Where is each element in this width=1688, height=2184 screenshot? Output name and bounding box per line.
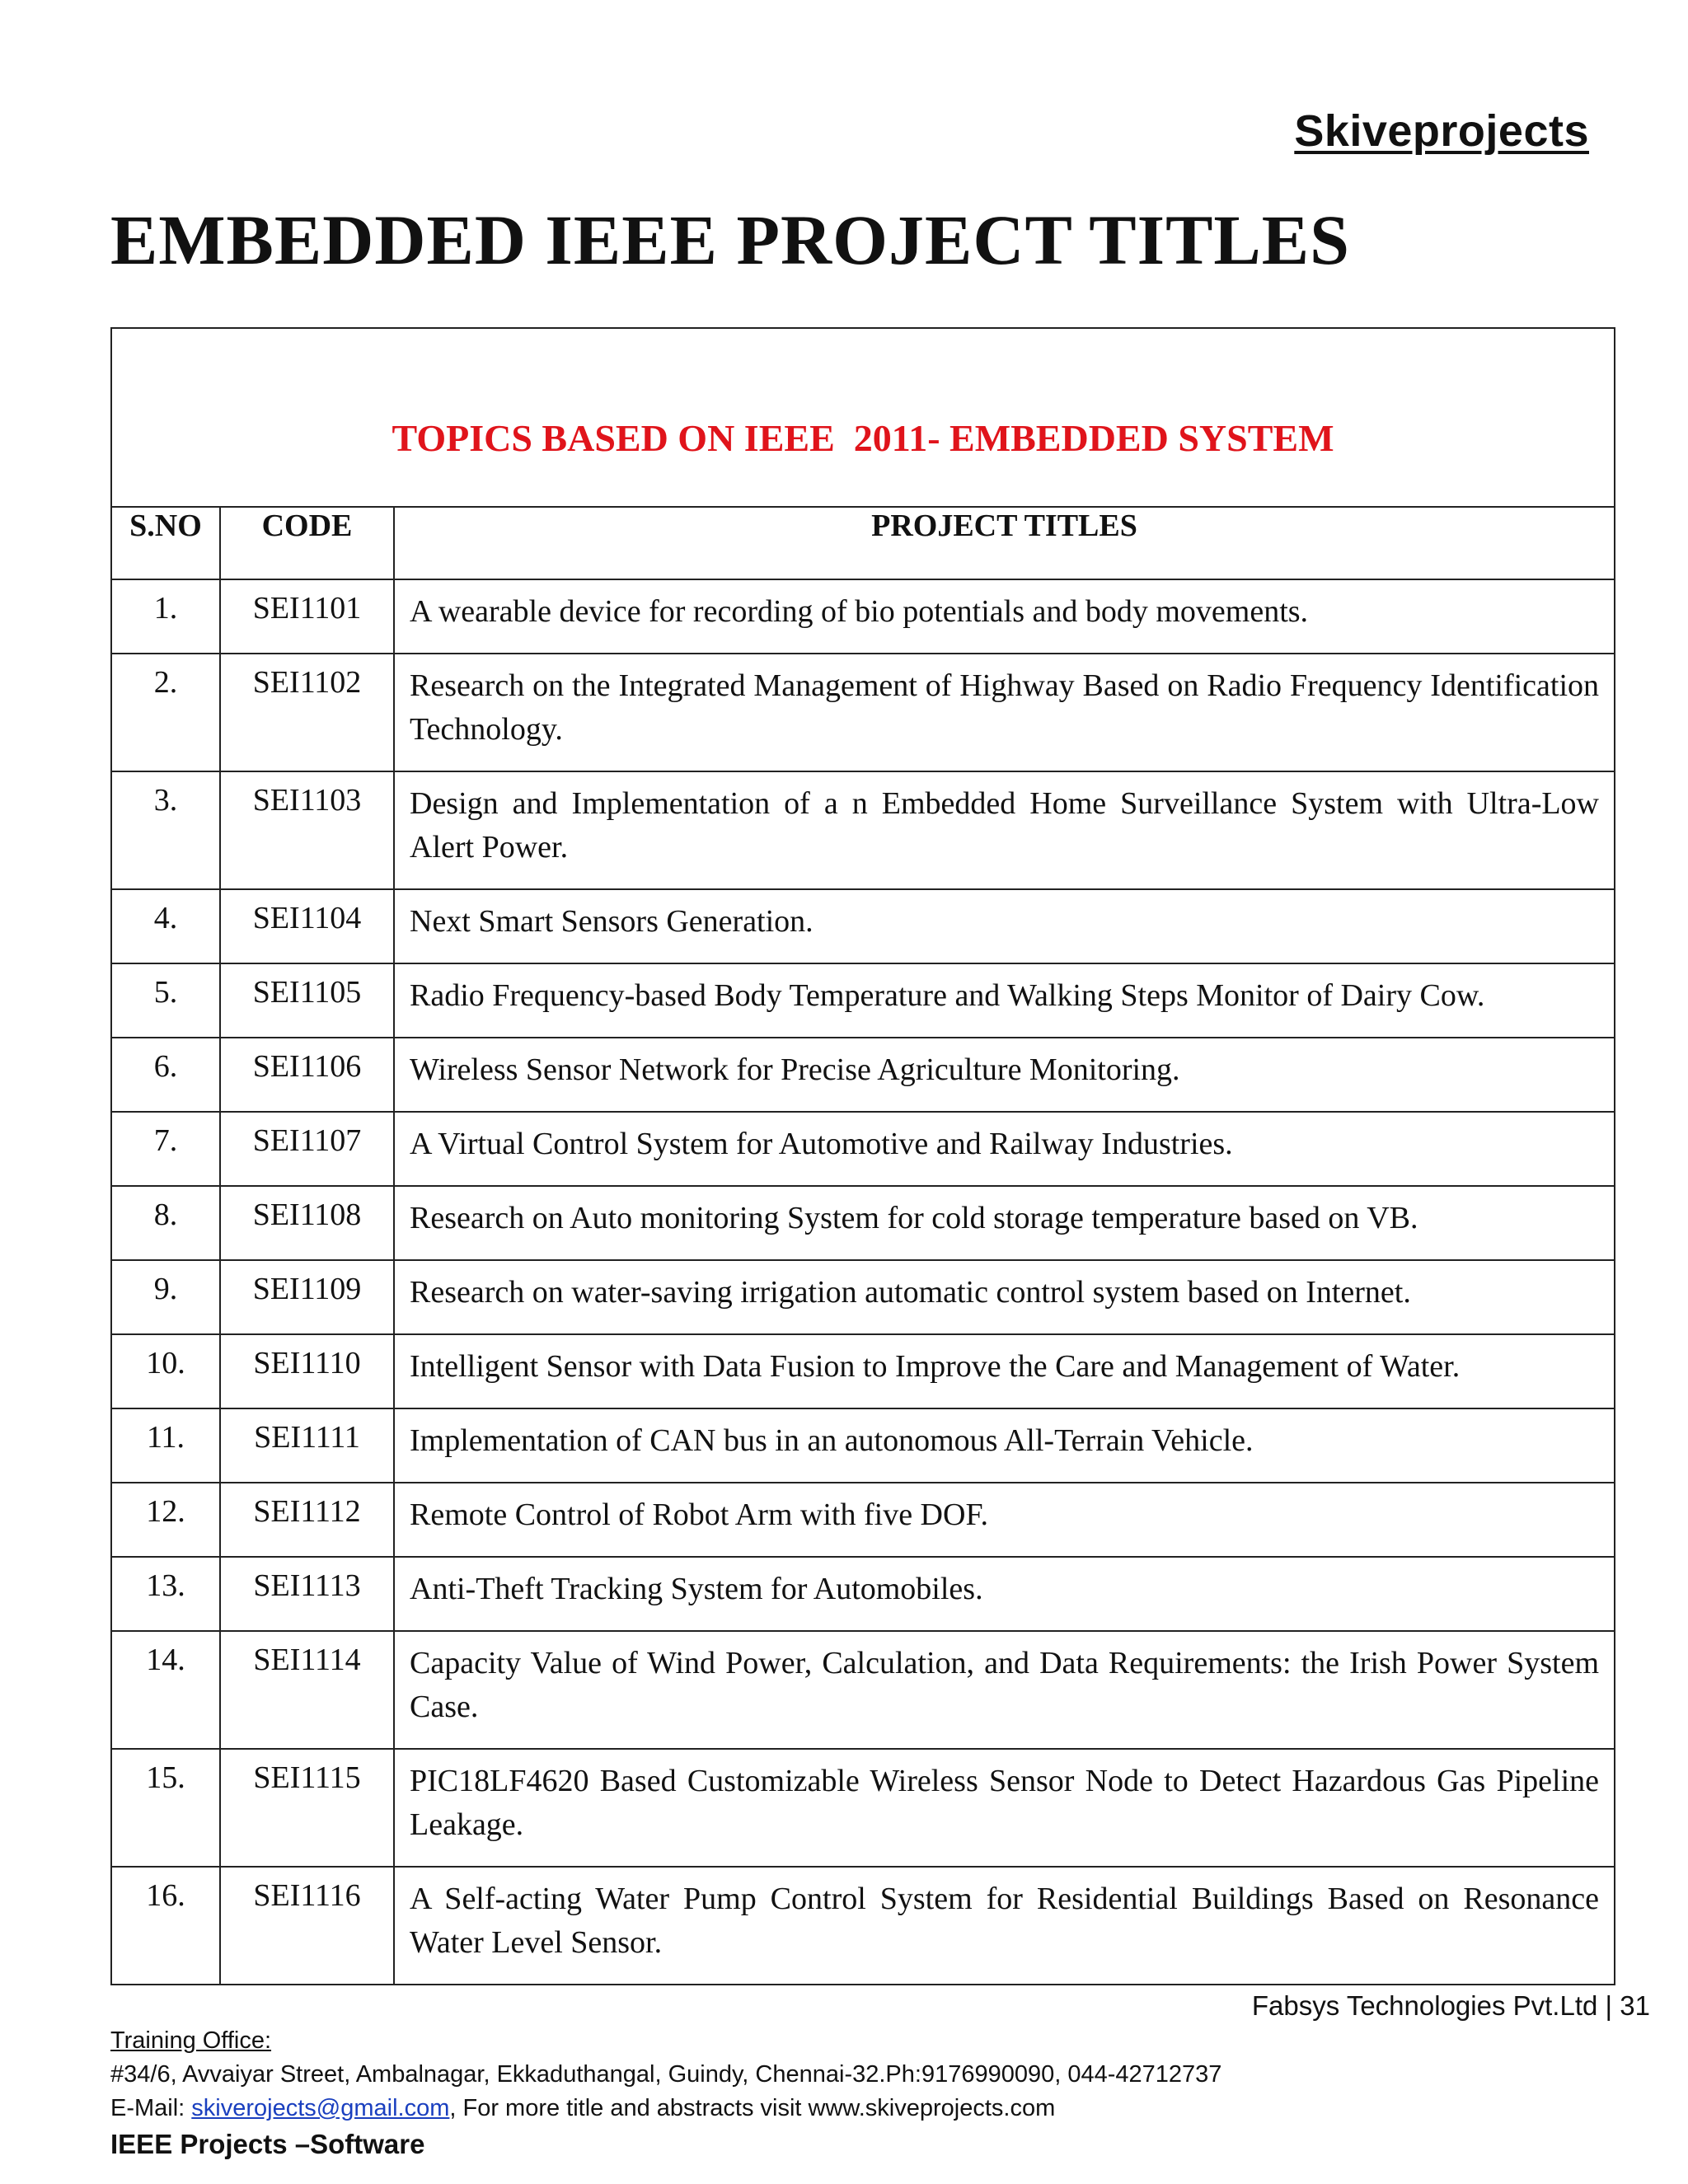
- sno-cell: 10.: [111, 1334, 220, 1408]
- sno-cell: 7.: [111, 1112, 220, 1186]
- table-row: [111, 1334, 1615, 1408]
- code-cell: SEI1107: [220, 1112, 394, 1186]
- footer-company-line: [1252, 1990, 1650, 2022]
- footer-email-prefix: E-Mail:: [110, 2095, 192, 2121]
- footer-email-line: [110, 2092, 1221, 2125]
- footer-contact: [110, 2024, 1221, 2161]
- sno-cell: 4.: [111, 889, 220, 963]
- footer-address: #34/6, Avvaiyar Street, Ambalnagar, Ekkaduthangal, Guindy, Chennai-32.Ph:9176990090, 044-42712737: [110, 2061, 1222, 2088]
- sno-cell: 11.: [111, 1408, 220, 1483]
- code-cell: SEI1108: [220, 1186, 394, 1260]
- code-cell: SEI1103: [220, 771, 394, 889]
- table-row: [111, 1749, 1615, 1867]
- code-cell: SEI1116: [220, 1867, 394, 1985]
- sno-cell: 15.: [111, 1749, 220, 1867]
- sno-cell: 1.: [111, 579, 220, 654]
- project-title-cell: A wearable device for recording of bio potentials and body movements.: [394, 579, 1615, 654]
- sno-cell: 2.: [111, 654, 220, 771]
- project-title-cell: Wireless Sensor Network for Precise Agriculture Monitoring.: [394, 1038, 1615, 1112]
- footer-office-label: Training Office:: [110, 2027, 272, 2054]
- sno-cell: 5.: [111, 963, 220, 1038]
- sno-cell: 14.: [111, 1631, 220, 1749]
- footer-bottom-line: IEEE Projects –Software: [110, 2129, 425, 2159]
- table-row: [111, 1038, 1615, 1112]
- sno-cell: 9.: [111, 1260, 220, 1334]
- table-row: [111, 1631, 1615, 1749]
- sno-cell: 3.: [111, 771, 220, 889]
- code-cell: SEI1112: [220, 1483, 394, 1557]
- code-cell: SEI1115: [220, 1749, 394, 1867]
- sno-cell: 12.: [111, 1483, 220, 1557]
- table-row: [111, 1867, 1615, 1985]
- column-header-code: CODE: [220, 507, 394, 579]
- table-row: [111, 889, 1615, 963]
- project-title-cell: A Self-acting Water Pump Control System for Residential Buildings Based on Resonance Water Level Sensor.: [394, 1867, 1615, 1985]
- project-titles-table: [110, 327, 1615, 1985]
- table-row: [111, 771, 1615, 889]
- table-row: [111, 1186, 1615, 1260]
- project-title-cell: Capacity Value of Wind Power, Calculation, and Data Requirements: the Irish Power System Case.: [394, 1631, 1615, 1749]
- project-title-cell: Intelligent Sensor with Data Fusion to Improve the Care and Management of Water.: [394, 1334, 1615, 1408]
- project-title-cell: Remote Control of Robot Arm with five DOF.: [394, 1483, 1615, 1557]
- table-caption: TOPICS BASED ON IEEE 2011- EMBEDDED SYSTEM: [392, 417, 1334, 459]
- code-cell: SEI1106: [220, 1038, 394, 1112]
- column-header-sno: S.NO: [111, 507, 220, 579]
- project-title-cell: Radio Frequency-based Body Temperature and Walking Steps Monitor of Dairy Cow.: [394, 963, 1615, 1038]
- page-title: EMBEDDED IEEE PROJECT TITLES: [110, 200, 1350, 279]
- column-header-project-titles: PROJECT TITLES: [394, 507, 1615, 579]
- code-cell: SEI1111: [220, 1408, 394, 1483]
- table-row: [111, 654, 1615, 771]
- project-title-cell: PIC18LF4620 Based Customizable Wireless Sensor Node to Detect Hazardous Gas Pipeline Leakage.: [394, 1749, 1615, 1867]
- table-row: [111, 1112, 1615, 1186]
- project-title-cell: A Virtual Control System for Automotive and Railway Industries.: [394, 1112, 1615, 1186]
- sno-cell: 13.: [111, 1557, 220, 1631]
- table-row: [111, 1260, 1615, 1334]
- table-row: [111, 579, 1615, 654]
- table-row: [111, 1483, 1615, 1557]
- code-cell: SEI1104: [220, 889, 394, 963]
- code-cell: SEI1114: [220, 1631, 394, 1749]
- project-title-cell: Research on Auto monitoring System for cold storage temperature based on VB.: [394, 1186, 1615, 1260]
- project-title-cell: Design and Implementation of a n Embedded Home Surveillance System with Ultra-Low Alert Power.: [394, 771, 1615, 889]
- code-cell: SEI1113: [220, 1557, 394, 1631]
- sno-cell: 8.: [111, 1186, 220, 1260]
- footer-email-link[interactable]: skiverojects@gmail.com: [191, 2095, 450, 2121]
- sno-cell: 16.: [111, 1867, 220, 1985]
- project-title-cell: Anti-Theft Tracking System for Automobiles.: [394, 1557, 1615, 1631]
- footer-separator: |: [1605, 1990, 1613, 2021]
- table-row: [111, 1408, 1615, 1483]
- sno-cell: 6.: [111, 1038, 220, 1112]
- code-cell: SEI1102: [220, 654, 394, 771]
- table-row: [111, 1557, 1615, 1631]
- footer-company-name: Fabsys Technologies Pvt.Ltd: [1251, 1990, 1598, 2021]
- brand-name: Skiveprojects: [1294, 106, 1589, 156]
- code-cell: SEI1109: [220, 1260, 394, 1334]
- code-cell: SEI1105: [220, 963, 394, 1038]
- code-cell: SEI1110: [220, 1334, 394, 1408]
- project-title-cell: Implementation of CAN bus in an autonomous All-Terrain Vehicle.: [394, 1408, 1615, 1483]
- table-row: [111, 963, 1615, 1038]
- project-title-cell: Research on water-saving irrigation automatic control system based on Internet.: [394, 1260, 1615, 1334]
- table-caption-cell: [111, 328, 1615, 507]
- project-title-cell: Next Smart Sensors Generation.: [394, 889, 1615, 963]
- code-cell: SEI1101: [220, 579, 394, 654]
- footer-page-number: 31: [1620, 1990, 1650, 2021]
- table-header-row: [111, 507, 1615, 579]
- footer-website-text: , For more title and abstracts visit www.skiveprojects.com: [449, 2095, 1056, 2121]
- project-title-cell: Research on the Integrated Management of Highway Based on Radio Frequency Identification Technology.: [394, 654, 1615, 771]
- table-caption-row: [111, 328, 1615, 507]
